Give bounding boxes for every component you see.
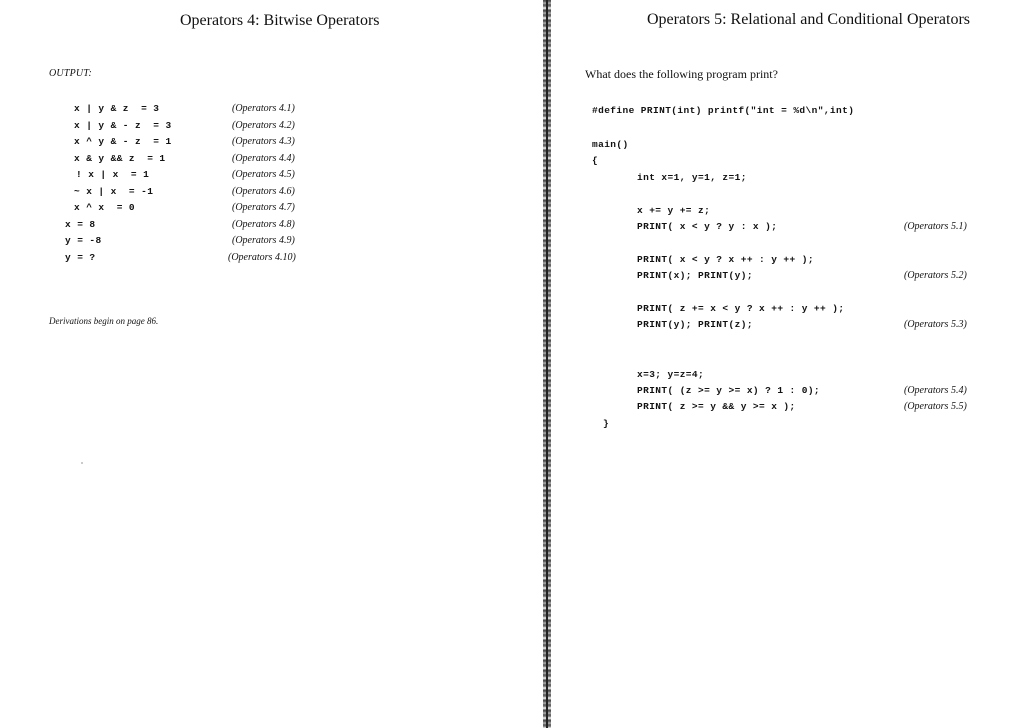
code-line (551, 172, 1029, 188)
code-ref: (Operators 5.1) (904, 221, 967, 232)
output-row (0, 219, 545, 235)
code-line (551, 105, 1029, 121)
output-ref: (Operators 4.1) (232, 103, 295, 114)
output-row (0, 136, 545, 152)
output-ref: (Operators 4.8) (232, 219, 295, 230)
page-binding-core (546, 0, 548, 728)
output-code: x | y & - z = 3 (74, 120, 172, 131)
code-line (551, 401, 1029, 417)
code-line (551, 254, 1029, 270)
code-line (551, 205, 1029, 221)
code-line (551, 369, 1029, 385)
output-row (0, 153, 545, 169)
output-ref: (Operators 4.3) (232, 136, 295, 147)
output-code: ~ x | x = -1 (74, 186, 154, 197)
code-text: { (592, 155, 599, 166)
code-line (551, 221, 1029, 237)
code-text: } (603, 418, 610, 429)
output-code: x | y & z = 3 (74, 103, 160, 114)
code-line (551, 385, 1029, 401)
code-text: PRINT( x < y ? x ++ : y ++ ); (637, 254, 814, 265)
output-ref: (Operators 4.6) (232, 186, 295, 197)
question-text: What does the following program print? (585, 67, 778, 81)
code-line (551, 139, 1029, 155)
code-text: x=3; y=z=4; (637, 369, 705, 380)
output-ref: (Operators 4.2) (232, 120, 295, 131)
right-page (551, 0, 1029, 728)
output-code: y = -8 (65, 235, 102, 246)
code-text: PRINT(x); PRINT(y); (637, 270, 753, 281)
output-ref: (Operators 4.9) (232, 235, 295, 246)
code-text: PRINT( x < y ? y : x ); (637, 221, 778, 232)
code-text: #define PRINT(int) printf("int = %d\n",int) (592, 105, 855, 116)
output-code: y = ? (65, 252, 96, 263)
output-row (0, 202, 545, 218)
output-ref: (Operators 4.4) (232, 153, 295, 164)
output-code: x ^ y & - z = 1 (74, 136, 172, 147)
code-ref: (Operators 5.3) (904, 319, 967, 330)
output-row (0, 169, 545, 185)
output-code: ! x | x = 1 (76, 169, 150, 180)
code-line (551, 418, 1029, 434)
code-ref: (Operators 5.4) (904, 385, 967, 396)
output-label: OUTPUT: (49, 68, 93, 79)
code-text: PRINT( z >= y && y >= x ); (637, 401, 796, 412)
output-ref: (Operators 4.7) (232, 202, 295, 213)
code-line (551, 155, 1029, 171)
code-text: PRINT(y); PRINT(z); (637, 319, 753, 330)
derivations-footnote: Derivations begin on page 86. (49, 316, 159, 326)
code-ref: (Operators 5.5) (904, 401, 967, 412)
scan-speck (81, 462, 83, 464)
code-ref: (Operators 5.2) (904, 270, 967, 281)
output-code: x & y && z = 1 (74, 153, 166, 164)
output-row (0, 103, 545, 119)
code-text: PRINT( (z >= y >= x) ? 1 : 0); (637, 385, 821, 396)
output-code: x ^ x = 0 (74, 202, 136, 213)
output-ref: (Operators 4.10) (228, 252, 296, 263)
output-row (0, 235, 545, 251)
output-row (0, 120, 545, 136)
code-line (551, 270, 1029, 286)
output-code: x = 8 (65, 219, 96, 230)
code-text: PRINT( z += x < y ? x ++ : y ++ ); (637, 303, 845, 314)
code-text: x += y += z; (637, 205, 711, 216)
right-page-title: Operators 5: Relational and Conditional Operators (647, 11, 971, 28)
code-line (551, 303, 1029, 319)
output-row (0, 186, 545, 202)
output-ref: (Operators 4.5) (232, 169, 295, 180)
code-text: int x=1, y=1, z=1; (637, 172, 747, 183)
code-line (551, 319, 1029, 335)
code-text: main() (592, 139, 629, 150)
output-row (0, 252, 545, 268)
left-page-title: Operators 4: Bitwise Operators (180, 12, 380, 29)
